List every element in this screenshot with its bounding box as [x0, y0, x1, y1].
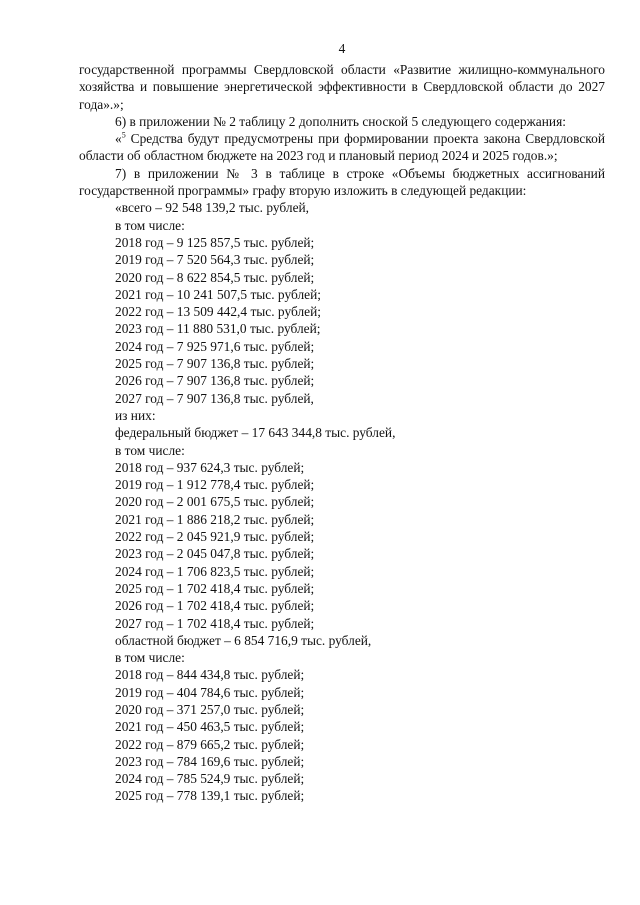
footnote-text: Средства будут предусмотрены при формировании проекта закона Свердловской области об областном бюджете на 2023 год и плановый период 2024 и 2025 годов.»; [79, 131, 605, 164]
list-item: 2026 год – 7 907 136,8 тыс. рублей; [115, 373, 315, 389]
list-item: 2022 год – 13 509 442,4 тыс. рублей; [115, 304, 321, 320]
list-item: 2023 год – 11 880 531,0 тыс. рублей; [115, 321, 321, 337]
list-item: 2021 год – 450 463,5 тыс. рублей; [115, 719, 305, 735]
list-item: 2019 год – 404 784,6 тыс. рублей; [115, 684, 305, 700]
list-item: 2018 год – 844 434,8 тыс. рублей; [115, 667, 305, 683]
list-item: 2021 год – 10 241 507,5 тыс. рублей; [115, 286, 321, 302]
list-item: 2020 год – 371 257,0 тыс. рублей; [115, 701, 305, 717]
paragraph-item-6: 6) в приложении № 2 таблицу 2 дополнить сноской 5 следующего содержания: [115, 113, 566, 129]
list-item: 2025 год – 7 907 136,8 тыс. рублей; [115, 356, 315, 372]
list-item: 2027 год – 1 702 418,4 тыс. рублей; [115, 615, 315, 631]
footnote-marker: 5 [121, 130, 126, 140]
list-item: 2025 год – 778 139,1 тыс. рублей; [115, 788, 305, 804]
footnote-open-quote: « [115, 131, 122, 147]
of-them-label: из них: [115, 407, 156, 423]
federal-years-list [79, 459, 605, 632]
list-item: 2024 год – 1 706 823,5 тыс. рублей; [115, 563, 315, 579]
list-item: 2019 год – 7 520 564,3 тыс. рублей; [115, 252, 315, 268]
paragraph-intro: государственной программы Свердловской области «Развитие жилищно-коммунального хозяйства и повышение энергетической эффективности в Свердловской области до 2027 года».»; [79, 62, 605, 112]
total-line: «всего – 92 548 139,2 тыс. рублей, [115, 200, 310, 216]
list-item: 2021 год – 1 886 218,2 тыс. рублей; [115, 511, 315, 527]
list-item: 2023 год – 784 169,6 тыс. рублей; [115, 753, 305, 769]
list-item: 2026 год – 1 702 418,4 тыс. рублей; [115, 598, 315, 614]
list-item: 2022 год – 879 665,2 тыс. рублей; [115, 736, 305, 752]
list-item: 2025 год – 1 702 418,4 тыс. рублей; [115, 580, 315, 596]
list-item: 2022 год – 2 045 921,9 тыс. рублей; [115, 529, 315, 545]
page-number: 4 [338, 41, 346, 56]
paragraph-item-7: 7) в приложении № 3 в таблице в строке «Объемы бюджетных ассигнований государственной программы» графу вторую изложить в следующей редакции: [79, 165, 605, 199]
list-item: 2024 год – 7 925 971,6 тыс. рублей; [115, 338, 315, 354]
federal-budget-line: федеральный бюджет – 17 643 344,8 тыс. рублей, [115, 425, 396, 441]
list-item: 2018 год – 9 125 857,5 тыс. рублей; [115, 234, 315, 250]
list-item: 2023 год – 2 045 047,8 тыс. рублей; [115, 546, 315, 562]
in-that-number-label: в том числе: [115, 217, 185, 233]
in-that-number-label: в том числе: [115, 442, 185, 458]
budget-list [79, 199, 605, 804]
list-item: 2019 год – 1 912 778,4 тыс. рублей; [115, 477, 315, 493]
list-item: 2024 год – 785 524,9 тыс. рублей; [115, 771, 305, 787]
list-item: 2018 год – 937 624,3 тыс. рублей; [115, 459, 305, 475]
list-item: 2020 год – 8 622 854,5 тыс. рублей; [115, 269, 315, 285]
list-item: 2027 год – 7 907 136,8 тыс. рублей, [115, 390, 314, 406]
regional-budget-line: областной бюджет – 6 854 716,9 тыс. рублей, [115, 632, 372, 648]
in-that-number-label: в том числе: [115, 650, 185, 666]
paragraph-footnote [79, 130, 605, 165]
total-years-list [79, 234, 605, 407]
regional-years-list [79, 666, 605, 804]
document-page [79, 40, 605, 805]
list-item: 2020 год – 2 001 675,5 тыс. рублей; [115, 494, 315, 510]
